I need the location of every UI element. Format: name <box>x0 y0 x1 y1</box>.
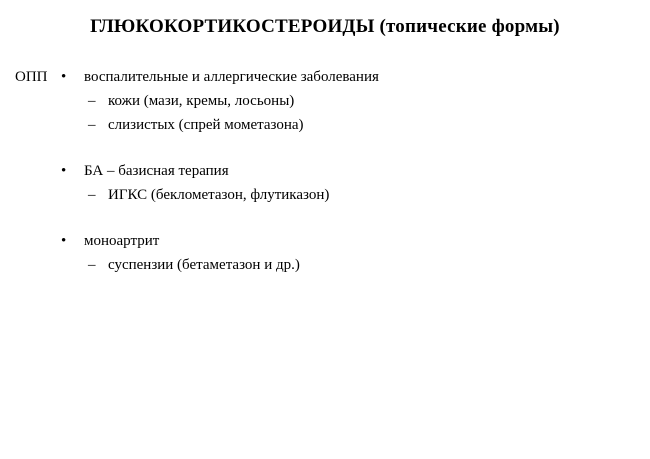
list-item-monoarthritis: моноартрит <box>84 233 160 249</box>
sub-item-suspensions: суспензии (бетаметазон и др.) <box>108 257 300 273</box>
bullet-icon: • <box>61 163 67 179</box>
dash-icon: – <box>88 187 96 203</box>
slide-title: ГЛЮКОКОРТИКОСТЕРОИДЫ (топические формы) <box>90 16 560 37</box>
side-label-opp: ОПП <box>15 69 48 85</box>
dash-icon: – <box>88 93 96 109</box>
dash-icon: – <box>88 117 96 133</box>
list-item-inflammatory: воспалительные и аллергические заболевания <box>84 69 379 85</box>
sub-item-skin: кожи (мази, кремы, лосьоны) <box>108 93 295 109</box>
bullet-icon: • <box>61 233 67 249</box>
dash-icon: – <box>88 257 96 273</box>
bullet-icon: • <box>61 69 67 85</box>
sub-item-mucosa: слизистых (спрей мометазона) <box>108 117 304 133</box>
list-item-asthma: БА – базисная терапия <box>84 163 229 179</box>
sub-item-ics: ИГКС (беклометазон, флутиказон) <box>108 187 330 203</box>
